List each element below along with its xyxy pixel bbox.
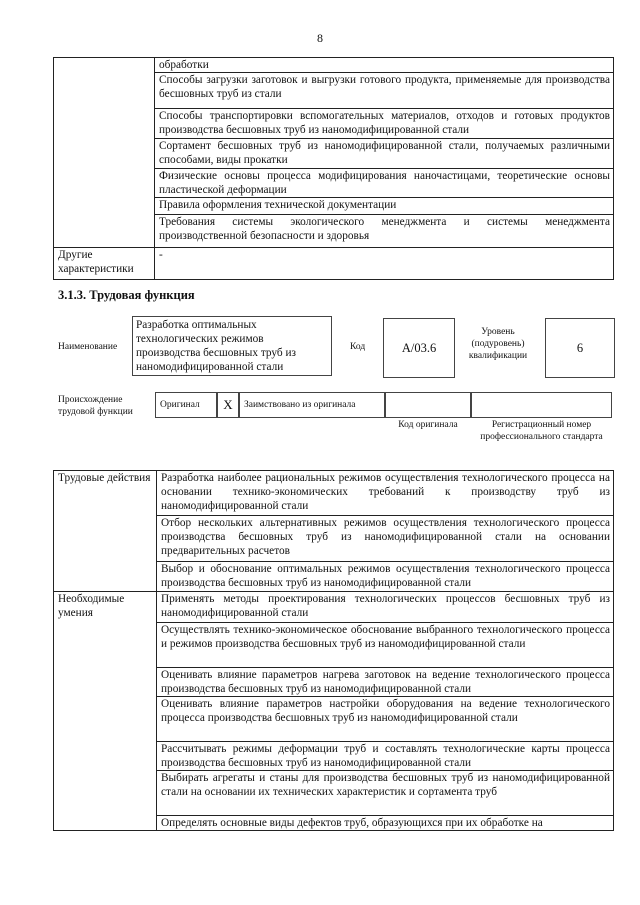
knowledge-table-continued [53,57,614,280]
skill-item: Оценивать влияние параметров настройки оборудования на ведение технологического процесса производства бесшовных труб из наномодифицированной стали [157,697,614,742]
skill-item: Осуществлять технико-экономическое обоснование выбранного технологического процесса и режимов производства бесшовных труб из наномодифицированной стали [157,623,614,668]
action-item: Разработка наиболее рациональных режимов осуществления технологического процесса на основании технико-экономических требований к производству труб из наномодифицированной стали [157,471,614,516]
knowledge-label-cell [54,58,155,248]
actions-label: Трудовые действия [54,471,157,592]
code-box: А/03.6 [383,318,455,378]
reg-number-label: Регистрационный номер профессионального стандарта [480,420,603,442]
level-box: 6 [545,318,615,378]
name-label: Наименование [58,342,118,352]
code-label: Код [350,342,366,352]
knowledge-row: Способы транспортировки вспомогательных материалов, отходов и готовых продуктов производства бесшовных труб из наномодифицированной стали [155,109,614,139]
origin-label: Происхождение трудовой функции [58,395,133,417]
knowledge-row: Способы загрузки заготовок и выгрузки готового продукта, применяемые для производства бесшовных труб из стали [155,73,614,109]
page-number: 8 [317,31,323,45]
skill-item: Применять методы проектирования технологических процессов бесшовных труб из наномодифицированной стали [157,592,614,623]
level-label: Уровень (подуровень) квалификации [468,327,528,361]
reg-number-cell [471,392,612,418]
knowledge-row: Физические основы процесса модифицирования наночастицами, теоретические основы пластической деформации [155,169,614,198]
skill-item: Рассчитывать режимы деформации труб и составлять технологические карты процесса производства бесшовных труб из наномодифицированной стали [157,742,614,771]
skill-item: Определять основные виды дефектов труб, образующихся при их обработке на [157,816,614,831]
action-item: Отбор нескольких альтернативных режимов осуществления технологического процесса производства бесшовных труб из наномодифицированной стали на основании предварительных расчетов [157,516,614,562]
knowledge-row: Правила оформления технической документации [155,198,614,215]
original-code-cell [385,392,471,418]
knowledge-row: Требования системы экологического менеджмента и системы менеджмента производственной безопасности и здоровья [155,215,614,248]
knowledge-row: обработки [155,58,614,73]
section-title: 3.1.3. Трудовая функция [58,288,195,302]
knowledge-row: Сортамент бесшовных труб из наномодифицированной стали, получаемых различными способами, виды прокатки [155,139,614,169]
function-details-table [53,470,614,831]
original-cell: Оригинал [155,392,217,418]
skill-item: Оценивать влияние параметров нагрева заготовок на ведение технологического процесса производства бесшовных труб из наномодифицированной стали [157,668,614,697]
skills-label: Необходимые умения [54,592,157,831]
function-name-box: Разработка оптимальных технологических режимов производства бесшовных труб из наномодифицированной стали [132,316,332,376]
borrowed-cell: Заимствовано из оригинала [239,392,385,418]
other-characteristics-label: Другие характеристики [54,248,155,280]
original-mark: X [217,392,239,418]
skill-item: Выбирать агрегаты и станы для производства бесшовных труб из наномодифицированной стали на основании их технических характеристик и сортамента труб [157,771,614,816]
orig-code-label: Код оригинала [398,420,458,430]
other-characteristics-value: - [155,248,614,280]
origin-row [155,392,612,418]
action-item: Выбор и обоснование оптимальных режимов осуществления технологического процесса производства бесшовных труб из наномодифицированной стали [157,562,614,592]
